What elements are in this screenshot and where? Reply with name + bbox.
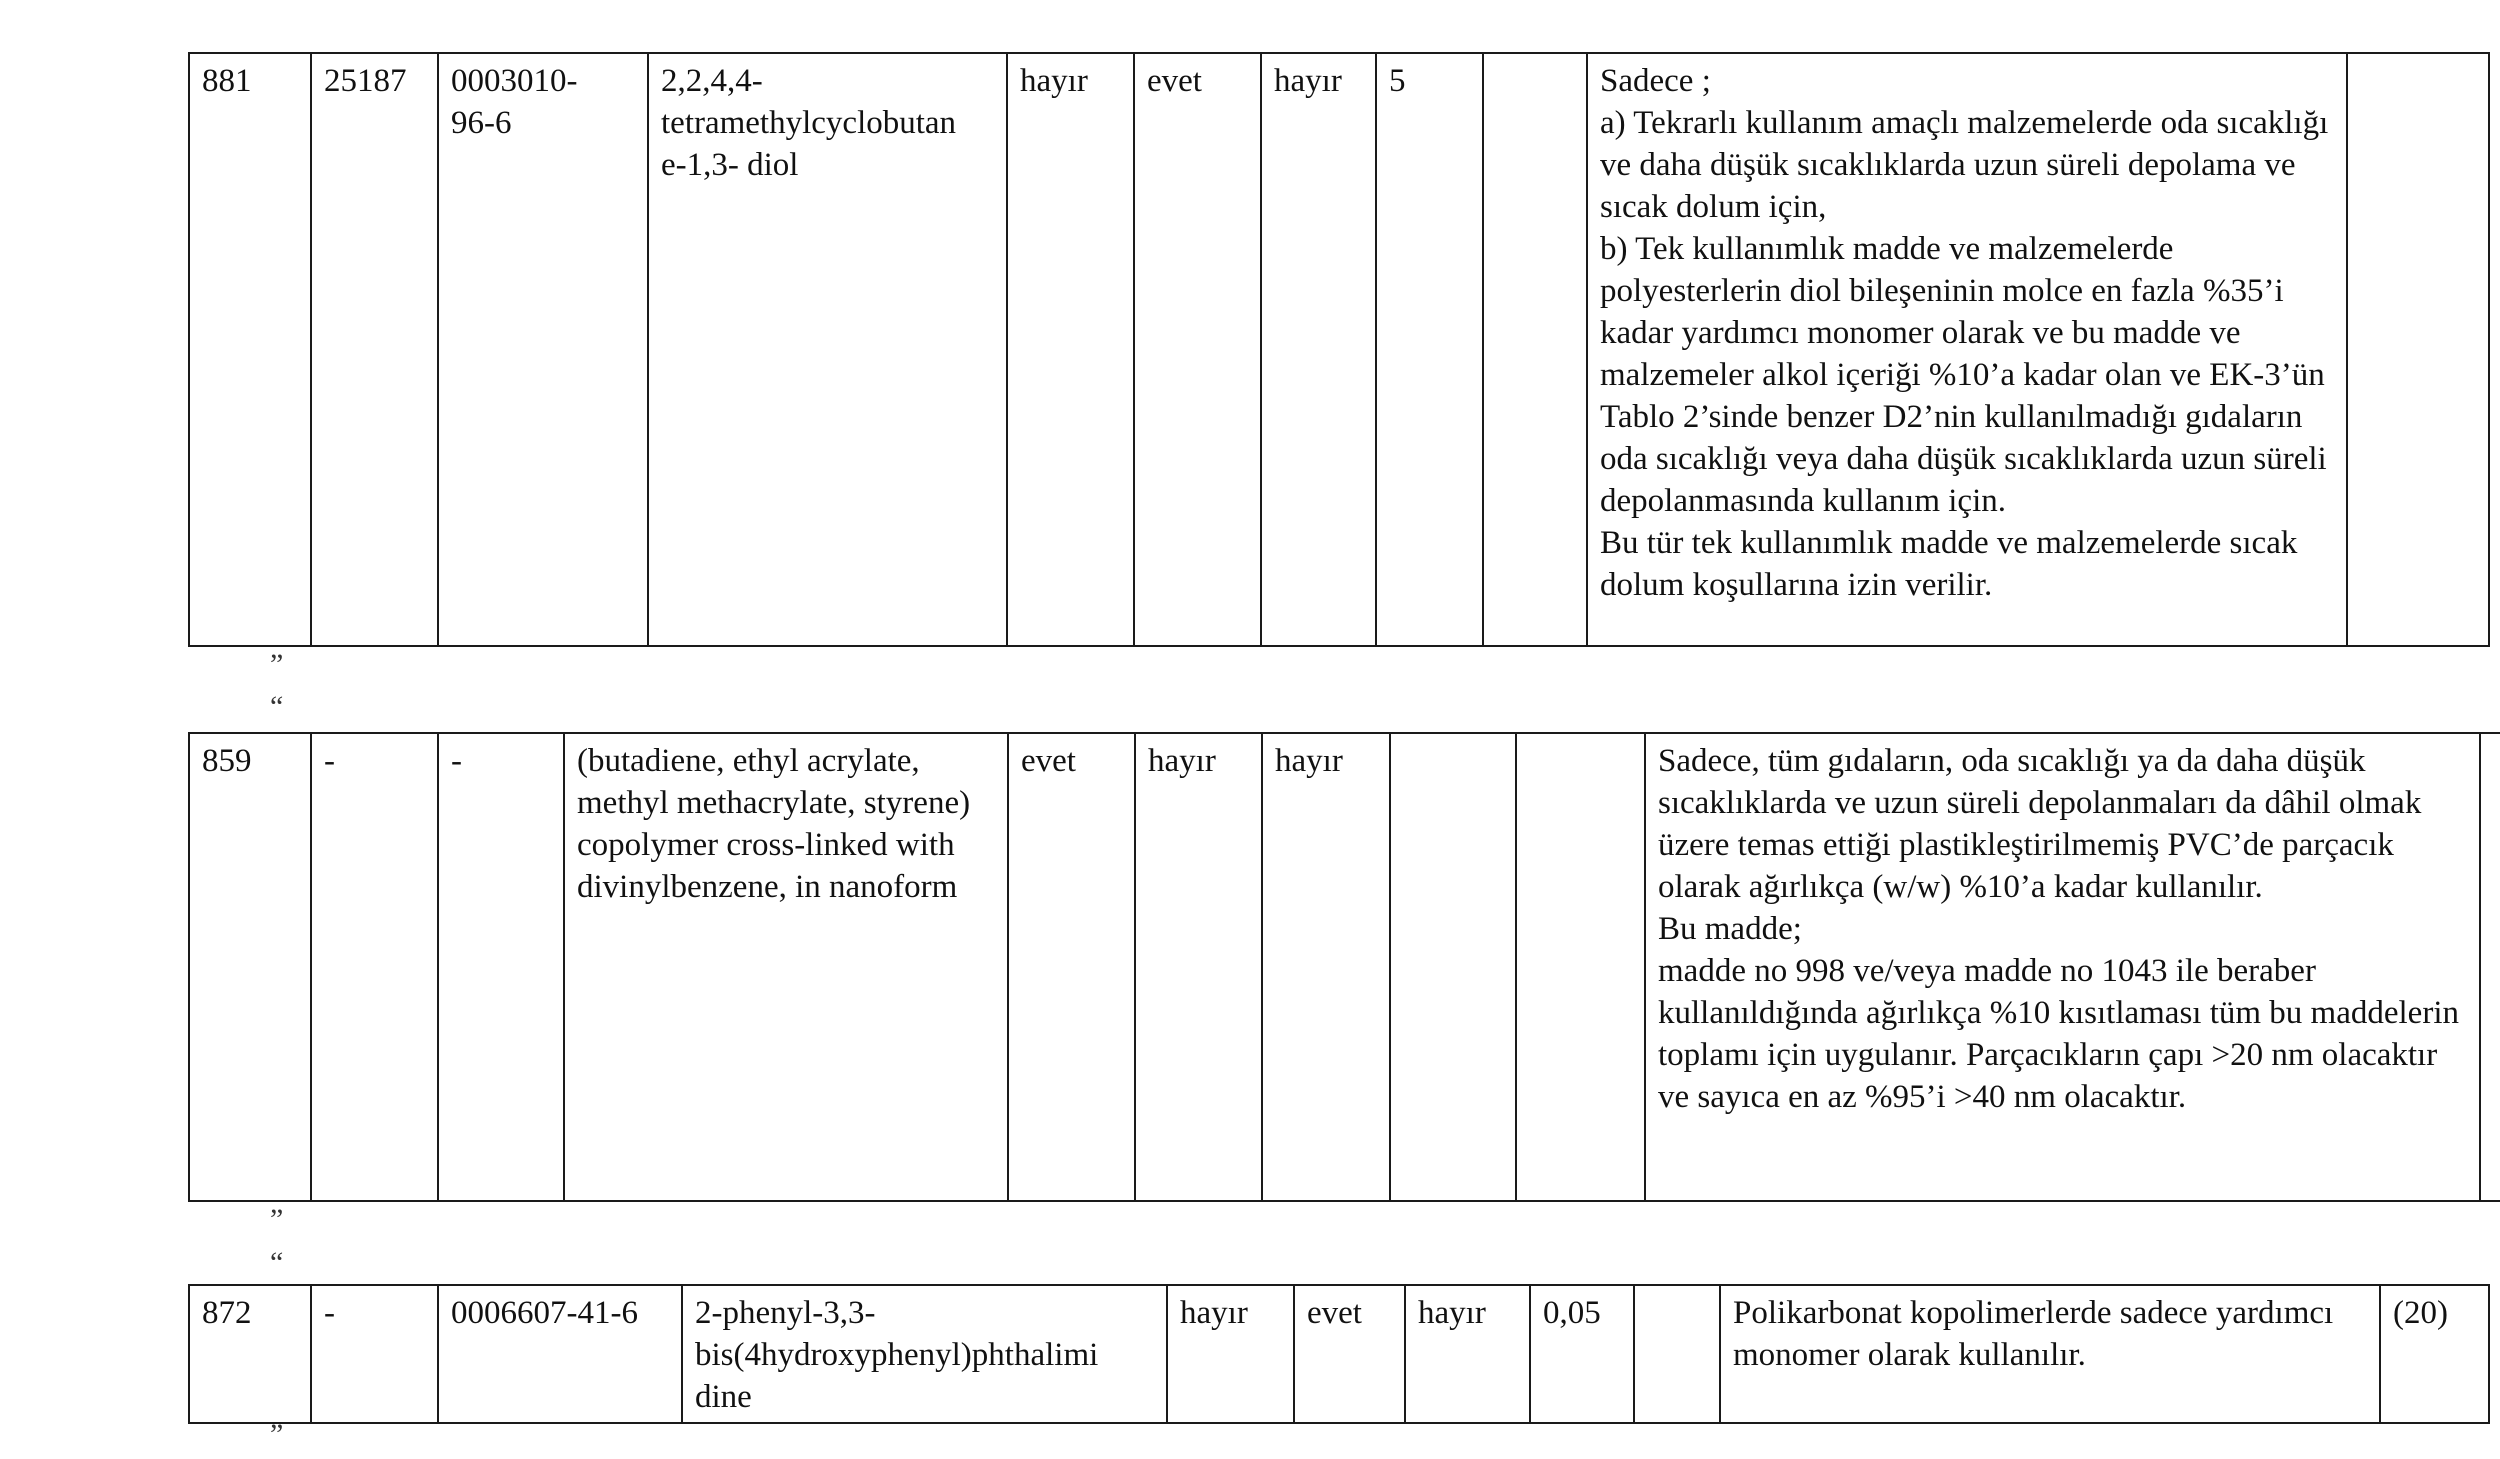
substance-table-881 bbox=[188, 52, 2490, 647]
substance-name-cell: (butadiene, ethyl acrylate, methyl methacrylate, styrene) copolymer cross-linked with divinylbenzene, in nanoform bbox=[564, 733, 1008, 1201]
sml-cell: 0,05 bbox=[1530, 1285, 1634, 1423]
note-cell bbox=[2480, 733, 2500, 1201]
monomer-cell: evet bbox=[1294, 1285, 1405, 1423]
closing-quote: ” bbox=[270, 1418, 284, 1451]
table-row bbox=[189, 733, 2500, 1201]
note-cell bbox=[2347, 53, 2489, 646]
frf-cell: hayır bbox=[1405, 1285, 1530, 1423]
cas-no-cell: 0006607-41-6 bbox=[438, 1285, 682, 1423]
sml-cell: 5 bbox=[1376, 53, 1483, 646]
fcm-ref-cell: - bbox=[311, 1285, 438, 1423]
additive-cell: hayır bbox=[1167, 1285, 1294, 1423]
additive-cell: hayır bbox=[1007, 53, 1134, 646]
opening-quote: “ bbox=[270, 1246, 284, 1279]
sml-total-cell bbox=[1483, 53, 1587, 646]
sml-total-cell bbox=[1634, 1285, 1720, 1423]
restriction-cell: Sadece, tüm gıdaların, oda sıcaklığı ya da daha düşük sıcaklıklarda ve uzun süreli depolanmaları da dâhil olmak üzere temas ettiği plastikleştirilmemiş PVC’de parçacık olarak ağırlıkça (w/w) %10’a kadar kullanılır. Bu madde; madde no 998 ve/veya madde no 1043 ile beraber kullanıldığında ağırlıkça %10 kısıtlaması tüm bu maddelerin toplamı için uygulanır. Parçacıkların çapı >20 nm olacaktır ve sayıca en az %95’i >40 nm olacaktır. bbox=[1645, 733, 2480, 1201]
closing-quote: ” bbox=[270, 1203, 284, 1236]
monomer-cell: hayır bbox=[1135, 733, 1262, 1201]
substance-no-cell: 859 bbox=[189, 733, 311, 1201]
fcm-ref-cell: 25187 bbox=[311, 53, 438, 646]
cas-no-cell: - bbox=[438, 733, 564, 1201]
table-row bbox=[189, 53, 2489, 646]
table-row bbox=[189, 1285, 2489, 1423]
substance-no-cell: 872 bbox=[189, 1285, 311, 1423]
frf-cell: hayır bbox=[1261, 53, 1376, 646]
substance-name-cell: 2,2,4,4- tetramethylcyclobutan e-1,3- diol bbox=[648, 53, 1007, 646]
substance-name-cell: 2-phenyl-3,3- bis(4hydroxyphenyl)phthalimi dine bbox=[682, 1285, 1167, 1423]
closing-quote: ” bbox=[270, 648, 284, 681]
sml-cell bbox=[1390, 733, 1516, 1201]
opening-quote: “ bbox=[270, 690, 284, 723]
frf-cell: hayır bbox=[1262, 733, 1390, 1201]
fcm-ref-cell: - bbox=[311, 733, 438, 1201]
substance-no-cell: 881 bbox=[189, 53, 311, 646]
cas-no-cell: 0003010- 96-6 bbox=[438, 53, 648, 646]
restriction-cell: Polikarbonat kopolimerlerde sadece yardımcı monomer olarak kullanılır. bbox=[1720, 1285, 2380, 1423]
additive-cell: evet bbox=[1008, 733, 1135, 1201]
substance-table-872 bbox=[188, 1284, 2490, 1424]
sml-total-cell bbox=[1516, 733, 1645, 1201]
restriction-cell: Sadece ; a) Tekrarlı kullanım amaçlı malzemelerde oda sıcaklığı ve daha düşük sıcaklıklarda uzun süreli depolama ve sıcak dolum için, b) Tek kullanımlık madde ve malzemelerde polyesterlerin diol bileşeninin molce en fazla %35’i kadar yardımcı monomer olarak ve bu madde ve malzemeler alkol içeriği %10’a kadar olan ve EK-3’ün Tablo 2’sinde benzer D2’nin kullanılmadığı gıdaların oda sıcaklığı veya daha düşük sıcaklıklarda uzun süreli depolanmasında kullanım için. Bu tür tek kullanımlık madde ve malzemelerde sıcak dolum koşullarına izin verilir. bbox=[1587, 53, 2347, 646]
substance-table-859 bbox=[188, 732, 2500, 1202]
monomer-cell: evet bbox=[1134, 53, 1261, 646]
note-cell: (20) bbox=[2380, 1285, 2489, 1423]
